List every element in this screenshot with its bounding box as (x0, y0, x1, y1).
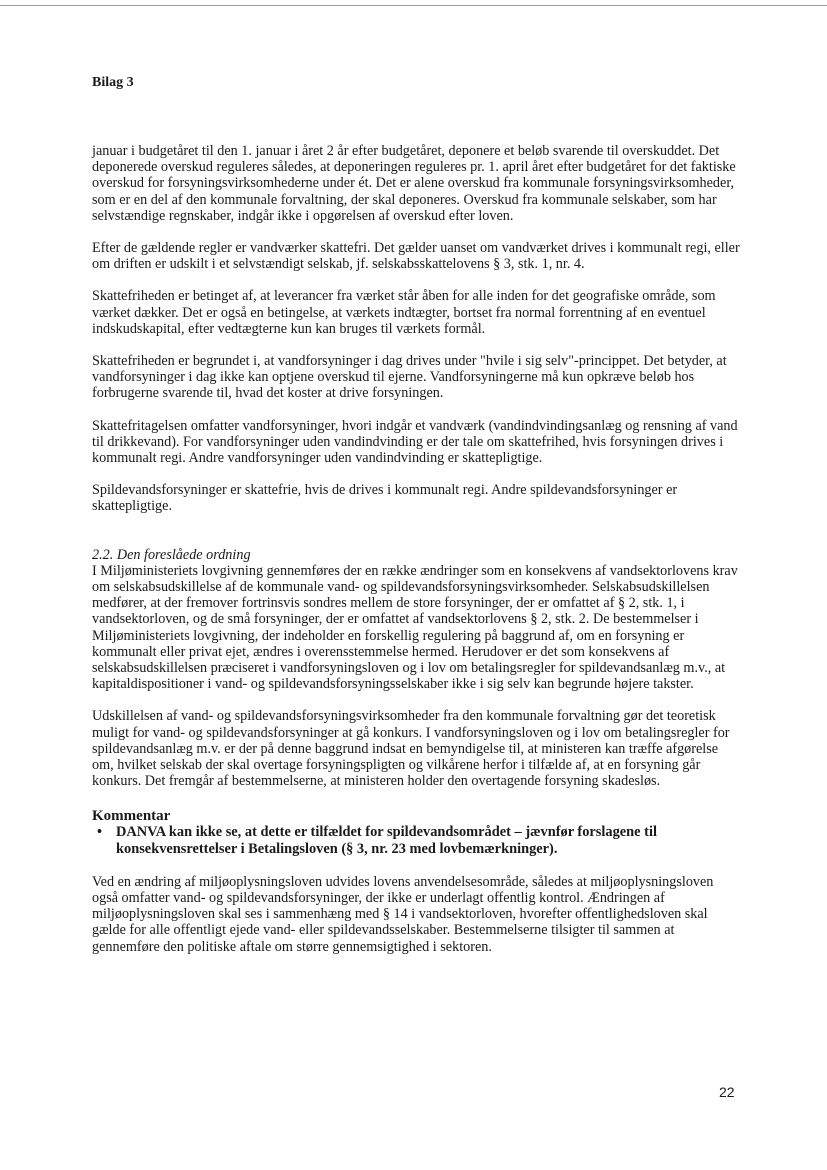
comment-list (92, 824, 742, 858)
paragraph: Ved en ændring af miljøoplysningsloven udvides lovens anvendelsesområde, således at miljøoplysningsloven også omfatter vand- og spildevandsforsyninger, der ikke er underlagt offentlig kontrol. Ændringen af miljøoplysningsloven skal ses i sammenhæng med § 14 i vandsektorloven, hvorefter offentlighedsloven skal gælde for alle offentligt ejede vand- eller spildevandsselskaber. Bestemmelserne tilsigter til sammen at gennemføre den politiske aftale om større gennemsigtighed i sektoren. (92, 873, 714, 955)
paragraph: Udskillelsen af vand- og spildevandsforsyningsvirksomheder fra den kommunale forvaltning gør det teoretisk muligt for vand- og spildevandsforsyninger at gå konkurs. I vandforsyningsloven og i lov om betalingsregler for spildevandsanlæg m.v. er der på denne baggrund indsat en bemyndigelse til, at ministeren kan træffe afgørelse om, hvilket selskab der skal overtage forsyningspligten og vilkårene herfor i tilfælde af, at en forsyning går konkurs. Det fremgår af bestemmelserne, at ministeren holder den overtagende forsyning skadesløs. (92, 708, 730, 790)
paragraph: Skattefriheden er begrundet i, at vandforsyninger i dag drives under "hvile i sig selv"-princippet. Det betyder, at vandforsyninger i dag ikke kan optjene overskud til ejerne. Vandforsyningerne må kun opkræve beløb hos forbrugerne svarende til, hvad det koster at drive forsyningen. (92, 353, 727, 402)
document-body (92, 143, 742, 971)
paragraph: Skattefriheden er betinget af, at leverancer fra værket står åben for alle inden for det geografiske område, som værket dækker. Det er også en betingelse, at værkets indtægter, bortset fra normal forrentning af en eventuel indskudskapital, efter vedtægterne kun kan bruges til værkets formål. (92, 288, 716, 337)
paragraph: Skattefritagelsen omfatter vandforsyninger, hvori indgår et vandværk (vandindvindingsanlæg og rensning af vand til drikkevand). For vandforsyninger uden vandindvinding er der tale om skattefrihed, hvis forsyningen drives i kommunalt regi. Andre vandforsyninger uden vandindvinding er skattepligtige. (92, 417, 738, 467)
paragraph: I Miljøministeriets lovgivning gennemføres der en række ændringer som en konsekvens af vandsektorlovens krav om selskabsudskillelse af de kommunale vand- og spildevandsforsyningsvirksomheder. Selskabsudskillelsen medfører, at der fremover fortrinsvis sondres mellem de store forsyninger, der er omfattet af § 2, stk. 1, i vandsektorloven, og de små forsyninger, der er omfattet af vandsektorlovens § 2, stk. 2. De bestemmelser i Miljøministeriets lovgivning, der indeholder en forskellig regulering på baggrund af, om en forsyning er kommunalt eller privat ejet, ændres i overensstemmelse hermed. Herudover er det som konsekvens af selskabsudskillelsen præciseret i vandforsyningsloven og i lov om betalingsregler for spildevandsanlæg m.v., at kapitaldispositioner i vand- og spildevandsforsyningsselskaber ikke i sig selv kan begrunde højere takster. (92, 562, 738, 693)
comment-text: DANVA kan ikke se, at dette er tilfældet for spildevandsområdet – jævnfør forslagene til konsekvensrettelser i Betalingsloven (§ 3, nr. 23 med lovbemærkninger). (116, 823, 657, 857)
paragraph: Spildevandsforsyninger er skattefrie, hvis de drives i kommunalt regi. Andre spildevandsforsyninger er skattepligtige. (92, 482, 678, 515)
page-header: Bilag 3 (92, 75, 134, 90)
comment-item (92, 824, 742, 858)
bullet-icon: • (97, 823, 103, 840)
section-heading: 2.2. Den foreslåede ordning (92, 546, 251, 563)
comment-heading: Kommentar (92, 807, 171, 824)
scan-border-line (0, 5, 827, 6)
paragraph: Efter de gældende regler er vandværker skattefri. Det gælder uanset om vandværket drives i kommunalt regi, eller om driften er udskilt i et selvstændigt selskab, jf. selskabsskattelovens § 3, stk. 1, nr. 4. (92, 240, 740, 273)
page-number: 22 (719, 1084, 735, 1100)
paragraph: januar i budgetåret til den 1. januar i året 2 år efter budgetåret, deponere et beløb svarende til overskuddet. Det deponerede overskud reguleres således, at deponeringen reguleres pr. 1. april året efter budgetåret for det faktiske overskud for forsyningsvirksomhederne under ét. Det er alene overskud fra kommunale forsyningsvirksomheder, som er en del af den kommunale forvaltning, der skal deponeres. Overskud fra kommunale selskaber, som har selvstændige regnskaber, indgår ikke i opgørelsen af overskud efter loven. (92, 143, 736, 224)
